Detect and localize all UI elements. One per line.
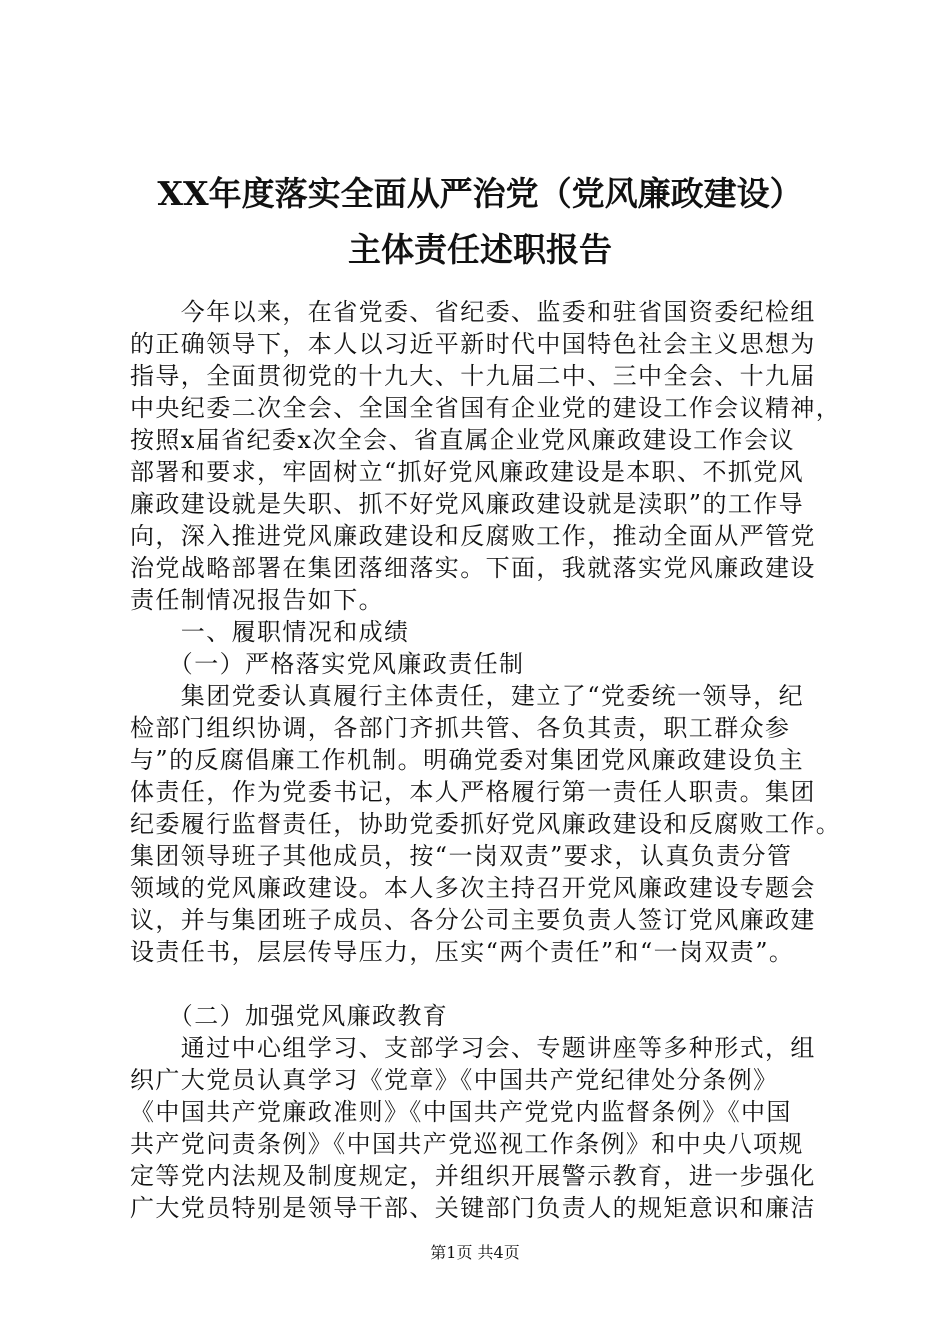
text-line: 向，深入推进党风廉政建设和反腐败工作，推动全面从严管党: [130, 522, 816, 550]
text-line: 的正确领导下，本人以习近平新时代中国特色社会主义思想为: [130, 330, 816, 358]
document-title-line-2: 主体责任述职报告: [348, 230, 612, 269]
text-line: （二）加强党风廉政教育: [130, 1002, 449, 1030]
text-line: 一、履职情况和成绩: [130, 618, 410, 646]
text-line: 检部门组织协调，各部门齐抓共管、各负其责，职工群众参: [130, 714, 791, 742]
text-line: 定等党内法规及制度规定，并组织开展警示教育，进一步强化: [130, 1162, 816, 1190]
document-body: [130, 296, 842, 1224]
text-line: 治党战略部署在集团落细落实。下面，我就落实党风廉政建设: [130, 554, 816, 582]
text-line: 责任制情况报告如下。: [130, 586, 384, 614]
text-line: 中央纪委二次全会、全国全省国有企业党的建设工作会议精神，: [130, 394, 842, 422]
text-line: 指导，全面贯彻党的十九大、十九届二中、三中全会、十九届: [130, 362, 816, 390]
text-line: 集团领导班子其他成员，按“一岗双责”要求，认真负责分管: [130, 842, 793, 870]
text-line: （一）严格落实党风廉政责任制: [130, 650, 525, 678]
page-footer: 第1页 共4页: [430, 1243, 520, 1262]
text-line: 体责任，作为党委书记，本人严格履行第一责任人职责。集团: [130, 778, 816, 806]
document-title-line-1: XX年度落实全面从严治党（党风廉政建设）: [157, 174, 803, 213]
text-line: 广大党员特别是领导干部、关键部门负责人的规矩意识和廉洁: [130, 1194, 816, 1222]
text-line: 《中国共产党廉政准则》《中国共产党党内监督条例》《中国: [130, 1098, 792, 1126]
text-line: 集团党委认真履行主体责任，建立了“党委统一领导，纪: [130, 682, 805, 710]
text-line: [130, 968, 830, 1000]
text-line: 织广大党员认真学习《党章》《中国共产党纪律处分条例》: [130, 1066, 779, 1094]
text-line: 廉政建设就是失职、抓不好党风廉政建设就是渎职”的工作导: [130, 490, 805, 518]
text-line: 设责任书，层层传导压力，压实“两个责任”和“一岗双责”。: [130, 938, 795, 966]
text-line: 按照x届省纪委x次全会、省直属企业党风廉政建设工作会议: [130, 426, 795, 454]
text-line: 纪委履行监督责任，协助党委抓好党风廉政建设和反腐败工作。: [130, 810, 842, 838]
text-line: 与”的反腐倡廉工作机制。明确党委对集团党风廉政建设负主: [130, 746, 805, 774]
text-line: 共产党问责条例》《中国共产党巡视工作条例》和中央八项规: [130, 1130, 804, 1158]
text-line: 领域的党风廉政建设。本人多次主持召开党风廉政建设专题会: [130, 874, 816, 902]
text-line: 议，并与集团班子成员、各分公司主要负责人签订党风廉政建: [130, 906, 816, 934]
text-line: 今年以来，在省党委、省纪委、监委和驻省国资委纪检组: [130, 298, 816, 326]
text-line: 通过中心组学习、支部学习会、专题讲座等多种形式，组: [130, 1034, 816, 1062]
text-line: 部署和要求，牢固树立“抓好党风廉政建设是本职、不抓党风: [130, 458, 805, 486]
